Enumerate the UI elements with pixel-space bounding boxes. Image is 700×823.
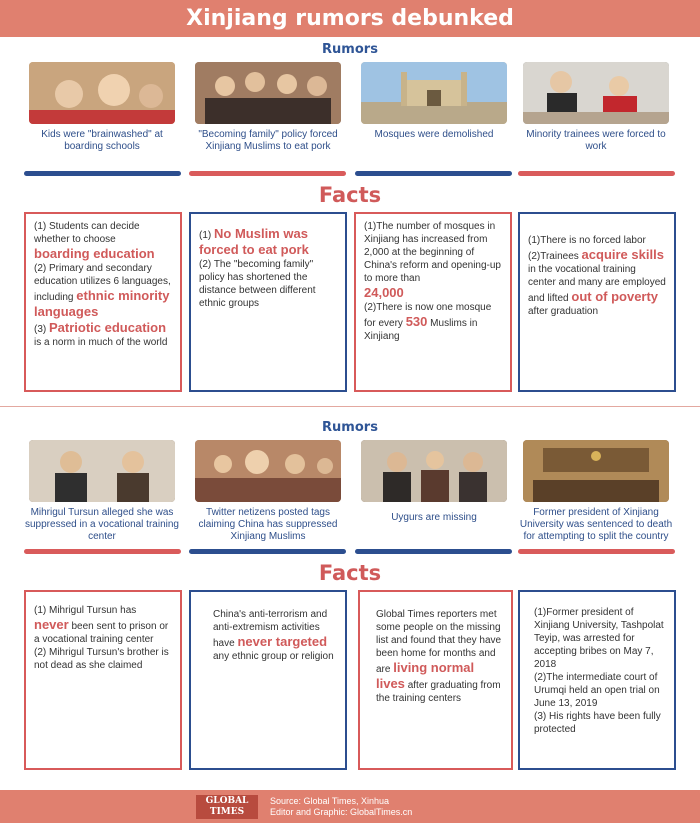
- rumor-underline-red: [518, 171, 675, 176]
- people-photo: [361, 440, 507, 502]
- facts-heading-2: Facts: [318, 561, 382, 585]
- rumor-card-4: [518, 62, 674, 153]
- highlight: No Muslim was forced to eat pork: [199, 226, 309, 257]
- fact-box-6: China's anti-terrorism and anti-extremism activities have never targeted any ethnic group or religion: [189, 590, 347, 770]
- mosque-photo: [361, 62, 507, 124]
- highlight: ethnic minority languages: [34, 288, 170, 319]
- rumor-underline-red: [24, 549, 181, 554]
- rumor-card-2: [190, 62, 346, 153]
- rumor-underline-blue: [355, 549, 512, 554]
- rumor-caption: Twitter netizens posted tags claiming China has suppressed Xinjiang Muslims: [198, 507, 338, 542]
- fact-box-3: (1)The number of mosques in Xinjiang has increased from 2,000 at the beginning of China's reform and opening-up to more than 24,000 (2)There is now one mosque for every 530 Muslims in Xinjiang: [354, 212, 512, 392]
- rumor-caption: Mosques were demolished: [374, 129, 494, 140]
- fact-box-8: (1)Former president of Xinjiang University, Tashpolat Teyip, was arrested for accepting bribes on May 7, 2018 (2)The intermediate court of Urumqi held an open trial on June 13, 2019 (3) His rights have been fully protected: [518, 590, 676, 770]
- rumors-heading-1: Rumors: [322, 42, 378, 57]
- rumor-underline-red: [518, 549, 675, 554]
- highlight: never: [34, 617, 69, 632]
- highlight: 530: [405, 314, 428, 329]
- rumor-card-1: [24, 62, 180, 153]
- crowd-photo: [195, 440, 341, 502]
- rumor-underline-blue: [24, 171, 181, 176]
- trainees-photo: [523, 62, 669, 124]
- rumor-caption: Kids were "brainwashed" at boarding schools: [41, 129, 163, 152]
- rumor-card-3: [356, 62, 512, 141]
- rumor-underline-red: [189, 171, 346, 176]
- fact-box-7: Global Times reporters met some people on the missing list and found that they have been home for months and are living normal lives after graduating from the training centers: [358, 590, 513, 770]
- highlight: boarding education: [34, 246, 155, 261]
- interview-photo: [29, 440, 175, 502]
- court-photo: [523, 440, 669, 502]
- highlight: acquire skills: [581, 247, 664, 262]
- rumor-card-6: [190, 440, 346, 543]
- rumor-underline-blue: [355, 171, 512, 176]
- section-divider: [0, 406, 700, 407]
- highlight: out of poverty: [571, 289, 659, 304]
- highlight: Patriotic education: [49, 320, 167, 335]
- footer: [0, 790, 700, 823]
- fact-box-5: (1) Mihrigul Tursun has never been sent to prison or a vocational training center (2) Mihrigul Tursun's brother is not dead as she claimed: [24, 590, 182, 770]
- highlight: 24,000: [364, 285, 404, 300]
- children-photo: [29, 62, 175, 124]
- rumor-caption: Mihrigul Tursun alleged she was suppressed in a vocational training center: [25, 507, 179, 542]
- global-times-logo: GLOBAL TIMES: [196, 795, 258, 819]
- rumor-caption: Uygurs are missing: [391, 512, 477, 523]
- rumor-card-7: [356, 440, 512, 524]
- rumor-caption: Former president of Xinjiang University was sentenced to death for attempting to split the country: [519, 507, 673, 542]
- rumor-card-5: [24, 440, 180, 543]
- highlight: never targeted: [237, 634, 328, 649]
- fact-box-4: (1)There is no forced labor (2)Trainees acquire skills in the vocational training center and many are employed and lifted out of poverty after graduation: [518, 212, 676, 392]
- infographic-title: Xinjiang rumors debunked: [0, 0, 700, 37]
- facts-heading-1: Facts: [318, 183, 382, 207]
- rumors-heading-2: Rumors: [322, 420, 378, 435]
- rumor-caption: Minority trainees were forced to work: [526, 129, 666, 152]
- fact-box-1: (1) Students can decide whether to choose boarding education (2) Primary and secondary education utilizes 6 languages, including ethnic minority languages (3) Patriotic education is a norm in much of the world: [24, 212, 182, 392]
- highlight: living normal lives: [376, 660, 475, 691]
- rumor-underline-blue: [189, 549, 346, 554]
- rumor-card-8: [518, 440, 674, 543]
- rumor-caption: "Becoming family" policy forced Xinjiang Muslims to eat pork: [198, 129, 338, 152]
- fact-box-2: (1) No Muslim was forced to eat pork (2) The "becoming family" policy has shortened the distance between different ethnic groups: [189, 212, 347, 392]
- family-photo: [195, 62, 341, 124]
- source-credit: Source: Global Times, Xinhua Editor and Graphic: GlobalTimes.cn: [270, 796, 413, 817]
